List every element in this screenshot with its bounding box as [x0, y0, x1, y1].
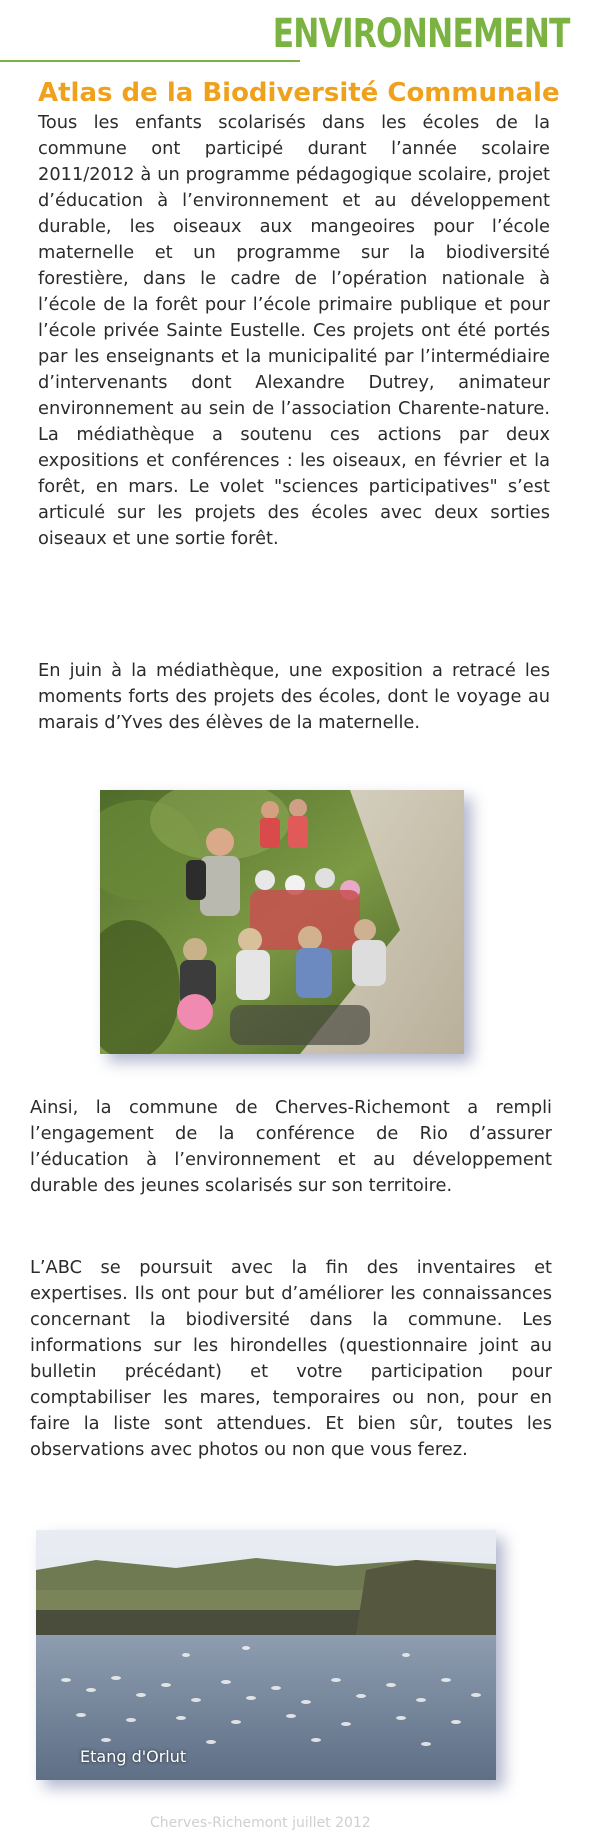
page-footer: Cherves-Richemont juillet 2012	[150, 1815, 371, 1831]
article-paragraph-1: Tous les enfants scolarisés dans les écoles de la commune ont participé durant l’année scolaire 2011/2012 à un programme pédagogique scolaire, projet d’éducation à l’environnement et au développement durable, les oiseaux aux mangeoires pour l’école maternelle et un programme sur la biodiversité forestière, dans le cadre de l’opération nationale à l’école de la forêt pour l’école primaire publique et pour l’école privée Sainte Eustelle. Ces projets ont été portés par les enseignants et la municipalité par l’intermédiaire d’intervenants dont Alexandre Dutrey, animateur environnement au sein de l’association Charente-nature. La médiathèque a soutenu ces actions par deux expositions et conférences : les oiseaux, en février et la forêt, en mars. Le volet "sciences participatives" s’est articulé sur les projets des écoles avec deux sorties oiseaux et une sortie forêt.	[38, 112, 550, 549]
header-divider	[0, 60, 300, 62]
article-title: Atlas de la Biodiversité Communale	[38, 78, 560, 108]
section-label: ENVIRONNEMENT	[273, 11, 570, 57]
pond-photo-caption: Etang d'Orlut	[80, 1747, 187, 1766]
article-paragraph-2: En juin à la médiathèque, une exposition a retracé les moments forts des projets des écoles, dont le voyage au marais d’Yves des élèves de la maternelle.	[38, 660, 550, 733]
photo-children-outing	[100, 790, 464, 1054]
article-paragraph-3: Ainsi, la commune de Cherves-Richemont a rempli l’engagement de la conférence de Rio d’assurer l’éducation à l’environnement et au développement durable des jeunes scolarisés sur son territoire.	[30, 1097, 552, 1196]
article-paragraph-4: L’ABC se poursuit avec la fin des inventaires et expertises. Ils ont pour but d’améliorer les connaissances concernant la biodiversité dans la commune. Les informations sur les hirondelles (questionnaire joint au bulletin précédant) et votre participation pour comptabiliser les mares, temporaires ou non, pour en faire la liste sont attendues. Et bien sûr, toutes les observations avec photos ou non que vous ferez.	[30, 1257, 552, 1460]
pond-photo-illustration	[36, 1530, 496, 1780]
photo-pond	[36, 1530, 496, 1780]
children-photo-illustration	[100, 790, 464, 1054]
